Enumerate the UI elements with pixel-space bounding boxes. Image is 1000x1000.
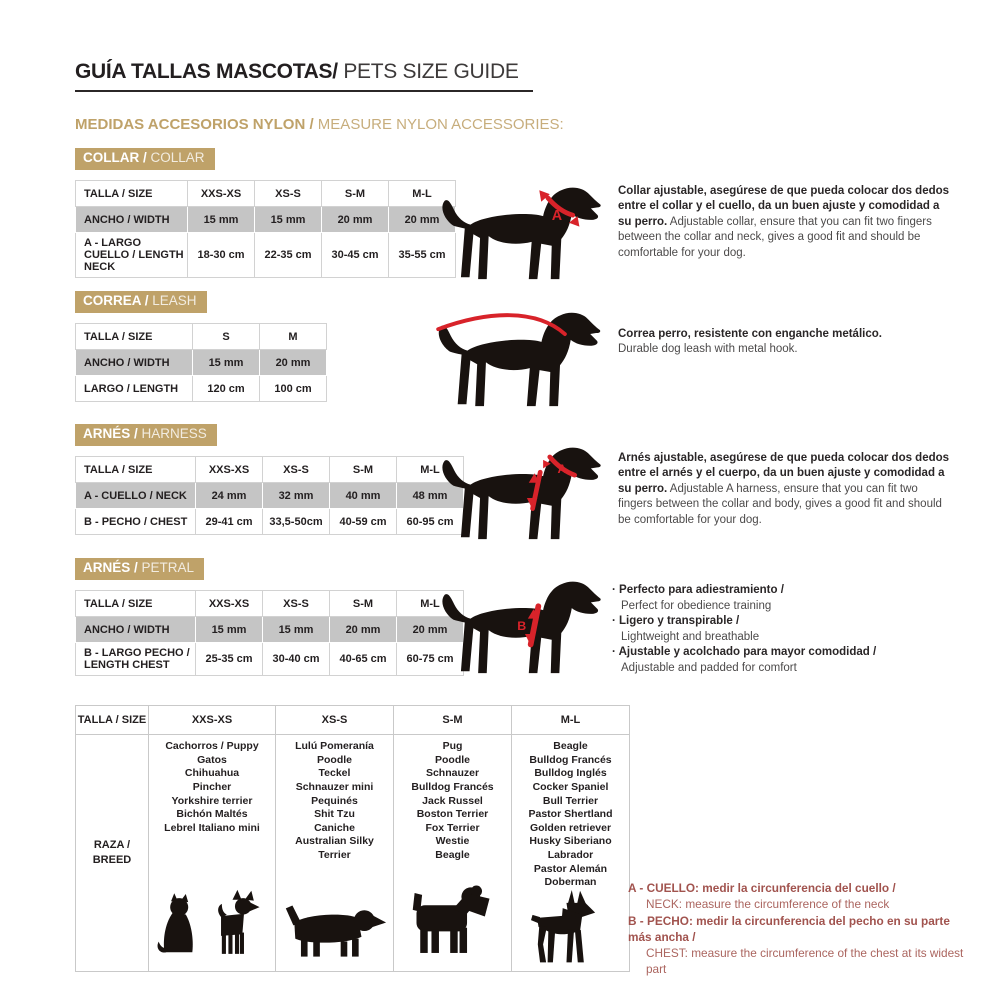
column-header: TALLA / SIZE xyxy=(76,457,196,483)
breed-list-xs-s xyxy=(279,740,390,863)
breed-item: Pug xyxy=(442,740,463,752)
leash-description xyxy=(618,327,952,358)
dog-with-collar-illustration xyxy=(438,172,610,285)
dog-with-leash-illustration xyxy=(432,297,612,412)
row-label: ANCHO / WIDTH xyxy=(76,350,193,376)
table-cell: 20 mm xyxy=(260,350,327,376)
table-cell: 60-75 cm xyxy=(397,643,464,676)
svg-text:A: A xyxy=(557,462,567,477)
svg-text:B: B xyxy=(517,619,527,634)
breed-item: Lulú Pomeranía xyxy=(295,740,374,752)
column-header: S-M xyxy=(322,181,389,207)
petral-bullet-es: · Perfecto para adiestramiento / xyxy=(612,583,952,599)
dog-with-harness-illustration xyxy=(438,432,610,545)
breed-item: Boston Terrier xyxy=(416,808,489,821)
breed-list-m-l xyxy=(515,740,626,890)
table-cell: 30-40 cm xyxy=(263,643,330,676)
table-cell: 20 mm xyxy=(330,617,397,643)
breed-item: Doberman xyxy=(544,876,597,889)
petral-bullet-en: Lightweight and breathable xyxy=(621,630,760,643)
column-header: S xyxy=(193,324,260,350)
breed-cell-s-m xyxy=(394,735,512,972)
harness-description xyxy=(618,451,952,528)
harness-badge-es: ARNÉS / xyxy=(83,426,138,441)
leash-size-table xyxy=(75,323,327,402)
table-row xyxy=(76,483,464,509)
page-subtitle-es: MEDIDAS ACCESORIOS NYLON / xyxy=(75,116,314,133)
breed-size-table xyxy=(75,705,630,972)
page-subtitle-en: MEASURE NYLON ACCESSORIES: xyxy=(313,116,564,133)
column-header: S-M xyxy=(330,457,397,483)
table-row xyxy=(76,350,327,376)
footnote-a-es: A - CUELLO: medir la circunferencia del cuello / xyxy=(628,881,896,895)
table-cell: 32 mm xyxy=(263,483,330,509)
column-header: TALLA / SIZE xyxy=(76,706,149,735)
table-cell: 22-35 cm xyxy=(255,233,322,278)
row-label: B - LARGO PECHO / LENGTH CHEST xyxy=(76,643,196,676)
table-cell: 40 mm xyxy=(330,483,397,509)
breed-item: Jack Russel xyxy=(422,794,483,807)
column-header: M-L xyxy=(397,457,464,483)
table-cell: 48 mm xyxy=(397,483,464,509)
breed-row-label: RAZA / BREED xyxy=(92,838,132,866)
table-row xyxy=(76,324,327,350)
page-title xyxy=(75,60,533,92)
table-row xyxy=(76,457,464,483)
breed-item: Lebrel Italiano mini xyxy=(164,821,260,834)
page-subtitle xyxy=(75,116,564,133)
table-row xyxy=(76,617,464,643)
footnote-b-es: B - PECHO: medir la circunferencia del pecho en su parte más ancha / xyxy=(628,913,950,944)
column-header: M-L xyxy=(397,591,464,617)
column-header: S-M xyxy=(394,706,512,735)
breed-item: Gatos xyxy=(197,753,227,766)
table-cell: 20 mm xyxy=(389,207,456,233)
row-label: ANCHO / WIDTH xyxy=(76,207,188,233)
collar-badge-es: COLLAR / xyxy=(83,150,147,165)
leash-desc-en: Durable dog leash with metal hook. xyxy=(618,343,798,356)
row-label: ANCHO / WIDTH xyxy=(76,617,196,643)
table-cell: 120 cm xyxy=(193,376,260,402)
table-cell: 60-95 cm xyxy=(397,509,464,535)
column-header: XS-S xyxy=(263,457,330,483)
column-header: TALLA / SIZE xyxy=(76,591,196,617)
breed-item: Poodle xyxy=(434,753,470,766)
harness-section-badge xyxy=(75,424,217,446)
breed-list-s-m xyxy=(397,740,508,863)
breed-item: Bichón Maltés xyxy=(176,808,248,821)
table-cell: 20 mm xyxy=(322,207,389,233)
harness-desc-es: Arnés ajustable, asegúrese de que pueda colocar dos dedos entre el arnés y el cuerpo, da un buen ajuste y comodidad a su perro. xyxy=(618,452,950,495)
breed-item: Schnauzer xyxy=(425,767,480,780)
petral-bullet-es: · Ajustable y acolchado para mayor comodidad / xyxy=(612,645,952,661)
breed-item: Pastor Alemán xyxy=(533,862,608,875)
collar-size-table xyxy=(75,180,456,278)
collar-description xyxy=(618,184,952,261)
row-label: A - CUELLO / NECK xyxy=(76,483,196,509)
column-header: XXS-XS xyxy=(196,457,263,483)
leash-badge-en: LEASH xyxy=(148,293,197,308)
leash-section-badge xyxy=(75,291,207,313)
table-row xyxy=(76,706,630,735)
breed-item: Husky Siberiano xyxy=(529,835,612,848)
table-cell: 24 mm xyxy=(196,483,263,509)
table-row xyxy=(76,181,456,207)
table-cell: 20 mm xyxy=(397,617,464,643)
doberman-silhouette-icon xyxy=(519,890,623,967)
column-header: XXS-XS xyxy=(196,591,263,617)
table-cell: 25-35 cm xyxy=(196,643,263,676)
breed-item: Pastor Shertland xyxy=(528,808,613,821)
table-cell: 15 mm xyxy=(193,350,260,376)
harness-desc-en: Adjustable A harness, ensure that you can fit two fingers between the collar and body, gives a good fit and should be comfortable for your dog. xyxy=(618,482,942,526)
collar-section-badge xyxy=(75,148,215,170)
table-row xyxy=(76,207,456,233)
table-row xyxy=(76,735,630,972)
row-label: LARGO / LENGTH xyxy=(76,376,193,402)
table-cell: 15 mm xyxy=(255,207,322,233)
breed-item: Westie xyxy=(435,835,470,848)
table-cell: 18-30 cm xyxy=(188,233,255,278)
dog-with-chest-harness-illustration xyxy=(438,566,610,679)
column-header: XS-S xyxy=(255,181,322,207)
footnote-a-en: NECK: measure the circumference of the neck xyxy=(646,897,890,912)
breed-item: Beagle xyxy=(553,740,588,752)
leash-badge-es: CORREA / xyxy=(83,293,149,308)
breed-label-cell xyxy=(76,735,149,972)
column-header: M xyxy=(260,324,327,350)
table-row xyxy=(76,376,327,402)
harness-badge-en: HARNESS xyxy=(137,426,207,441)
column-header: M-L xyxy=(389,181,456,207)
breed-item: Schnauzer mini xyxy=(295,780,374,793)
breed-list-xxs-xs xyxy=(152,740,272,835)
breed-item: Cachorros / Puppy xyxy=(165,740,259,752)
footnote-b-en: CHEST: measure the circumference of the chest at its widest part xyxy=(646,946,964,977)
page-title-es: GUÍA TALLAS MASCOTAS/ xyxy=(75,60,338,83)
breed-cell-xxs-xs xyxy=(149,735,276,972)
column-header: XXS-XS xyxy=(149,706,276,735)
collar-desc-es: Collar ajustable, asegúrese de que pueda colocar dos dedos entre el collar y el cuello, da un buen ajuste y comodidad a su perro. xyxy=(618,185,950,228)
breed-item: Labrador xyxy=(547,849,594,862)
petral-feature-list xyxy=(612,583,952,676)
table-cell: 15 mm xyxy=(196,617,263,643)
petral-bullet-en: Adjustable and padded for comfort xyxy=(621,661,797,674)
breed-item: Bulldog Francés xyxy=(529,753,612,766)
table-cell: 30-45 cm xyxy=(322,233,389,278)
measurement-footnotes xyxy=(628,880,968,978)
breed-item: Fox Terrier xyxy=(425,821,480,834)
collar-badge-en: COLLAR xyxy=(146,150,205,165)
petral-badge-es: ARNÉS / xyxy=(83,560,138,575)
breed-item: Teckel xyxy=(318,767,351,780)
breed-cell-xs-s xyxy=(276,735,394,972)
breed-item: Pincher xyxy=(192,780,232,793)
table-cell: 15 mm xyxy=(263,617,330,643)
breed-item: Poodle xyxy=(316,753,352,766)
breed-item: Pequinés xyxy=(311,794,358,807)
petral-bullet-es: · Ligero y transpirable / xyxy=(612,614,952,630)
petral-size-table xyxy=(75,590,464,676)
column-header: S-M xyxy=(330,591,397,617)
table-cell: 40-65 cm xyxy=(330,643,397,676)
petral-badge-en: PETRAL xyxy=(137,560,195,575)
row-label: B - PECHO / CHEST xyxy=(76,509,196,535)
breed-item: Beagle xyxy=(435,849,470,862)
breed-item: Caniche xyxy=(314,821,355,834)
breed-item: Bulldog Inglés xyxy=(534,767,607,780)
breed-item: Bulldog Francés xyxy=(411,780,494,793)
breed-item: Australian Silky Terrier xyxy=(295,835,374,862)
table-cell: 33,5-50cm xyxy=(263,509,330,535)
dachshund-silhouette-icon xyxy=(282,897,388,967)
page-title-en: PETS SIZE GUIDE xyxy=(337,60,519,83)
breed-item: Shit Tzu xyxy=(314,808,355,821)
table-cell: 29-41 cm xyxy=(196,509,263,535)
breed-item: Bull Terrier xyxy=(542,794,599,807)
table-row xyxy=(76,643,464,676)
table-cell: 15 mm xyxy=(188,207,255,233)
table-row xyxy=(76,509,464,535)
table-cell: 100 cm xyxy=(260,376,327,402)
breed-item: Cocker Spaniel xyxy=(532,780,609,793)
column-header: XS-S xyxy=(276,706,394,735)
column-header: XXS-XS xyxy=(188,181,255,207)
harness-size-table xyxy=(75,456,464,535)
leash-desc-es: Correa perro, resistente con enganche metálico. xyxy=(618,328,882,340)
column-header: TALLA / SIZE xyxy=(76,181,188,207)
row-label: A - LARGO CUELLO / LENGTH NECK xyxy=(76,233,188,278)
column-header: XS-S xyxy=(263,591,330,617)
collar-desc-en: Adjustable collar, ensure that you can fit two fingers between the collar and neck, gives a good fit and should be comfortable for your dog. xyxy=(618,215,932,259)
breed-item: Golden retriever xyxy=(529,821,612,834)
column-header: TALLA / SIZE xyxy=(76,324,193,350)
table-row xyxy=(76,233,456,278)
svg-text:A: A xyxy=(551,207,563,224)
breed-cell-m-l xyxy=(512,735,630,972)
table-row xyxy=(76,591,464,617)
schnauzer-silhouette-icon xyxy=(409,879,497,967)
petral-bullet-en: Perfect for obedience training xyxy=(621,599,772,612)
column-header: M-L xyxy=(512,706,630,735)
breed-item: Yorkshire terrier xyxy=(171,794,253,807)
breed-item: Chihuahua xyxy=(184,767,240,780)
table-cell: 40-59 cm xyxy=(330,509,397,535)
petral-section-badge xyxy=(75,558,204,580)
table-cell: 35-55 cm xyxy=(389,233,456,278)
cat-and-chihuahua-silhouette-icon xyxy=(152,885,272,967)
